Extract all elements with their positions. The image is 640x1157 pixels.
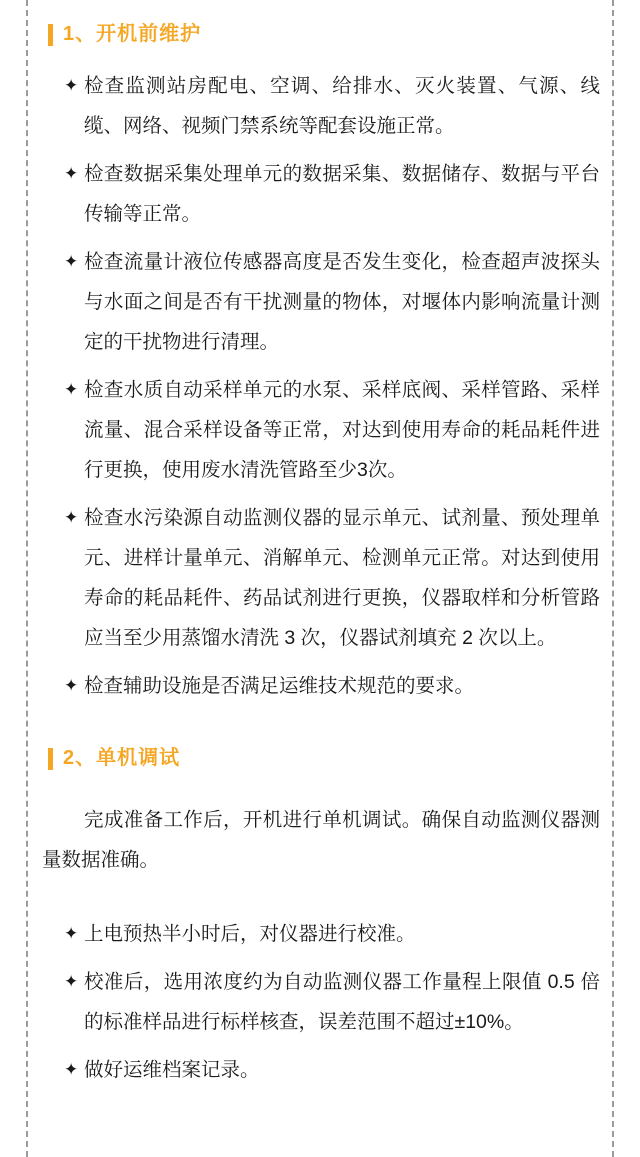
list-item-text: 做好运维档案记录。 — [84, 1059, 260, 1081]
list-item — [42, 370, 600, 490]
list-item-text: 检查数据采集处理单元的数据采集、数据储存、数据与平台传输等正常。 — [84, 163, 600, 225]
list-item — [42, 498, 600, 658]
list-item — [42, 914, 600, 954]
list-item — [42, 66, 600, 146]
list-item — [42, 242, 600, 362]
spacer — [42, 888, 600, 914]
list-item-text: 检查水污染源自动监测仪器的显示单元、试剂量、预处理单元、进样计量单元、消解单元、检测单元正常。对达到使用寿命的耗品耗件、药品试剂进行更换，仪器取样和分析管路应当至少用蒸馏水清洗 3 次，仪器试剂填充 2 次以上。 — [84, 507, 600, 649]
list-item-text: 校准后，选用浓度约为自动监测仪器工作量程上限值 0.5 倍的标准样品进行标样核查，误差范围不超过±10%。 — [84, 971, 600, 1033]
diamond-bullet-icon: ✦ — [64, 972, 79, 991]
document-content — [28, 0, 614, 1157]
list-item-text: 检查辅助设施是否满足运维技术规范的要求。 — [84, 675, 475, 697]
diamond-bullet-icon: ✦ — [64, 676, 79, 695]
diamond-bullet-icon: ✦ — [64, 252, 79, 271]
section-1-title: 1、开机前维护 — [63, 23, 202, 45]
list-item-text: 上电预热半小时后，对仪器进行校准。 — [84, 923, 416, 945]
heading-accent-bar — [48, 748, 53, 770]
list-item — [42, 154, 600, 234]
diamond-bullet-icon: ✦ — [64, 76, 79, 95]
diamond-bullet-icon: ✦ — [64, 164, 79, 183]
diamond-bullet-icon: ✦ — [64, 508, 79, 527]
list-item — [42, 666, 600, 706]
list-item-text: 检查监测站房配电、空调、给排水、灭火装置、气源、线缆、网络、视频门禁系统等配套设施正常。 — [84, 75, 600, 137]
list-item-text: 检查水质自动采样单元的水泵、采样底阀、采样管路、采样流量、混合采样设备等正常，对达到使用寿命的耗品耗件进行更换，使用废水清洗管路至少3次。 — [84, 379, 600, 481]
heading-accent-bar — [48, 24, 53, 46]
diamond-bullet-icon: ✦ — [64, 924, 79, 943]
list-item-text: 检查流量计液位传感器高度是否发生变化，检查超声波探头与水面之间是否有干扰测量的物体，对堰体内影响流量计测定的干扰物进行清理。 — [84, 251, 600, 353]
section-2-lead-paragraph: 完成准备工作后，开机进行单机调试。确保自动监测仪器测量数据准确。 — [42, 809, 600, 871]
diamond-bullet-icon: ✦ — [64, 1060, 79, 1079]
spacer — [42, 790, 600, 800]
list-item — [42, 962, 600, 1042]
section-1-heading — [42, 22, 600, 46]
section-2-title: 2、单机调试 — [63, 747, 181, 769]
diamond-bullet-icon: ✦ — [64, 380, 79, 399]
list-item — [42, 1050, 600, 1090]
section-2-heading — [42, 746, 600, 770]
